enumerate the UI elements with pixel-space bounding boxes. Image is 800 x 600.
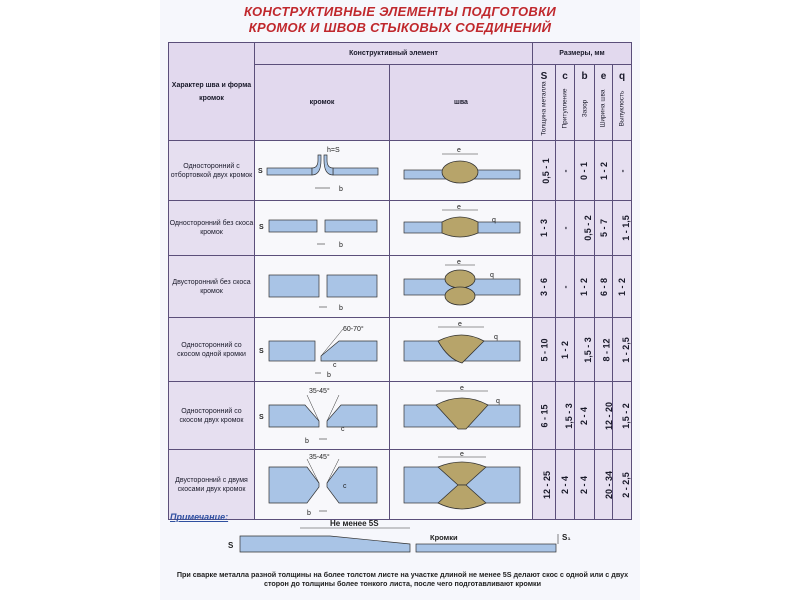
value-cell bbox=[556, 318, 575, 382]
value-e: 5 - 7 bbox=[599, 218, 610, 238]
edge-diagram bbox=[255, 201, 390, 256]
value-cell bbox=[556, 382, 575, 450]
dim-label: Толщина металла bbox=[540, 80, 548, 136]
value-b: 2 - 4 bbox=[579, 475, 590, 494]
row-label: Односторонний без скоса кромок bbox=[169, 201, 255, 256]
value-q: - bbox=[617, 169, 628, 172]
value-cell bbox=[533, 141, 556, 201]
seam-label: q bbox=[494, 333, 498, 341]
edge-diagram bbox=[255, 256, 390, 318]
row-label: Односторонний с отбортовкой двух кромок bbox=[169, 141, 255, 201]
header-sizes: Размеры, мм bbox=[533, 43, 632, 65]
value-b: 0 - 1 bbox=[579, 161, 590, 180]
edge-label: b bbox=[339, 304, 343, 312]
value-e: 6 - 8 bbox=[599, 277, 610, 296]
seam-diagram bbox=[390, 141, 533, 201]
edge-label: S bbox=[259, 347, 264, 355]
value-cell bbox=[595, 450, 613, 520]
note-label-s1: S₁ bbox=[562, 533, 571, 542]
note-label-edges: Кромки bbox=[430, 533, 458, 542]
value-cell bbox=[533, 450, 556, 520]
edge-label: b bbox=[339, 241, 343, 249]
value-cell bbox=[613, 141, 632, 201]
edge-label: b bbox=[339, 185, 343, 193]
dim-label: Притупление bbox=[561, 88, 569, 128]
value-cell bbox=[556, 450, 575, 520]
note-label-s: S bbox=[228, 541, 234, 550]
note-title: Примечание: bbox=[170, 512, 229, 522]
value-q: 1 - 1,5 bbox=[620, 215, 631, 241]
value-c: - bbox=[560, 226, 570, 230]
title-line-1: КОНСТРУКТИВНЫЕ ЭЛЕМЕНТЫ ПОДГОТОВКИ bbox=[243, 4, 557, 19]
seam-label: e bbox=[457, 146, 461, 154]
table-row bbox=[169, 201, 632, 256]
value-s: 6 - 15 bbox=[539, 403, 550, 428]
edge-diagram bbox=[255, 450, 390, 520]
value-b: 2 - 4 bbox=[579, 406, 590, 425]
value-s: 0,5 - 1 bbox=[540, 157, 551, 184]
dim-header-s bbox=[533, 65, 556, 141]
value-b: 1 - 2 bbox=[579, 277, 590, 296]
value-q: 1 - 2,5 bbox=[620, 336, 631, 363]
seam-label: q bbox=[496, 397, 500, 405]
value-cell bbox=[613, 201, 632, 256]
value-b: 0,5 - 2 bbox=[582, 215, 593, 241]
seam-label: q bbox=[492, 216, 496, 224]
table-row bbox=[169, 450, 632, 520]
row-label: Двусторонний без скоса кромок bbox=[169, 256, 255, 318]
dim-header-e bbox=[595, 65, 613, 141]
value-cell bbox=[575, 141, 595, 201]
edge-label: b bbox=[327, 371, 331, 379]
header-structural: Конструктивный элемент bbox=[255, 43, 533, 65]
value-e: 12 - 20 bbox=[604, 401, 615, 430]
value-cell bbox=[533, 382, 556, 450]
poster bbox=[160, 0, 640, 600]
value-cell bbox=[575, 318, 595, 382]
value-cell bbox=[613, 382, 632, 450]
note-label-not-less: Не менее 5S bbox=[330, 519, 379, 528]
edge-diagram bbox=[255, 318, 390, 382]
value-q: 1 - 2 bbox=[617, 277, 628, 296]
seam-label: e bbox=[460, 384, 464, 392]
value-e: 8 - 12 bbox=[601, 337, 612, 362]
header-edges: кромок bbox=[255, 65, 390, 141]
value-cell bbox=[613, 318, 632, 382]
edge-label: 35-45° bbox=[309, 453, 330, 461]
edge-diagram bbox=[255, 141, 390, 201]
seam-diagram bbox=[390, 256, 533, 318]
note-text: При сварке металла разной толщины на более толстом листе на участке длиной не менее 5S делают скос с одной или с двух сторон до толщины более тонкого листа, после чего подготавливают кромки bbox=[176, 570, 629, 588]
value-cell bbox=[575, 201, 595, 256]
value-s: 1 - 3 bbox=[538, 218, 549, 238]
dim-symbol: e bbox=[600, 71, 607, 82]
table-row bbox=[169, 382, 632, 450]
value-cell bbox=[595, 318, 613, 382]
seam-diagram bbox=[390, 450, 533, 520]
edge-label: c bbox=[341, 425, 345, 433]
value-cell bbox=[595, 141, 613, 201]
seam-diagram bbox=[390, 382, 533, 450]
value-cell bbox=[595, 256, 613, 318]
value-e: 20 - 34 bbox=[604, 470, 615, 499]
edge-label: S bbox=[259, 223, 264, 231]
seam-label: e bbox=[457, 203, 461, 211]
dim-header-b bbox=[575, 65, 595, 141]
value-cell bbox=[533, 201, 556, 256]
value-b: 1,5 - 3 bbox=[582, 336, 593, 363]
welding-table bbox=[168, 42, 632, 520]
row-label: Двусторонний с двумя скосами двух кромок bbox=[169, 450, 255, 520]
value-c: 2 - 4 bbox=[560, 475, 571, 494]
value-cell bbox=[613, 256, 632, 318]
dim-label: Выпуклость bbox=[618, 90, 626, 126]
value-c: 1,5 - 3 bbox=[563, 402, 574, 429]
header-character: Характер шва и форма кромок bbox=[169, 43, 255, 141]
note-diagram bbox=[160, 509, 640, 570]
table-row bbox=[169, 256, 632, 318]
header-seam: шва bbox=[390, 65, 533, 141]
dim-label: Ширина шва bbox=[600, 88, 607, 128]
seam-label: e bbox=[460, 450, 464, 458]
value-c: 1 - 2 bbox=[560, 340, 571, 359]
value-cell bbox=[556, 201, 575, 256]
table-row bbox=[169, 141, 632, 201]
seam-label: q bbox=[490, 271, 494, 279]
value-cell bbox=[556, 141, 575, 201]
table-row bbox=[169, 318, 632, 382]
seam-label: e bbox=[458, 320, 462, 328]
value-cell bbox=[595, 201, 613, 256]
value-cell bbox=[575, 382, 595, 450]
edge-label: S bbox=[258, 167, 263, 175]
dim-symbol: b bbox=[581, 71, 588, 82]
value-cell bbox=[556, 256, 575, 318]
value-s: 5 - 10 bbox=[539, 337, 550, 362]
value-cell bbox=[575, 450, 595, 520]
row-label: Односторонний со скосом двух кромок bbox=[169, 382, 255, 450]
value-c: - bbox=[560, 285, 570, 288]
seam-diagram bbox=[390, 201, 533, 256]
edge-label: 60-70° bbox=[343, 325, 364, 333]
title-line-2: КРОМОК И ШВОВ СТЫКОВЫХ СОЕДИНЕНИЙ bbox=[248, 20, 552, 35]
value-cell bbox=[575, 256, 595, 318]
value-e: 1 - 2 bbox=[599, 161, 610, 180]
dim-label: Зазор bbox=[580, 99, 588, 117]
edge-label: h=S bbox=[327, 146, 340, 154]
dim-header-q bbox=[613, 65, 632, 141]
edge-label: b bbox=[307, 509, 311, 517]
row-label: Односторонний со скосом одной кромки bbox=[169, 318, 255, 382]
value-cell bbox=[595, 382, 613, 450]
value-q: 2 - 2,5 bbox=[620, 471, 631, 498]
value-q: 1,5 - 2 bbox=[620, 402, 631, 429]
value-c: - bbox=[560, 169, 570, 172]
edge-label: 35-45° bbox=[309, 387, 330, 395]
seam-diagram bbox=[390, 318, 533, 382]
edge-diagram bbox=[255, 382, 390, 450]
value-s: 3 - 6 bbox=[538, 277, 549, 296]
dim-symbol: q bbox=[618, 71, 626, 82]
seam-label: e bbox=[457, 258, 461, 266]
dim-header-c bbox=[556, 65, 575, 141]
edge-label: c bbox=[333, 361, 337, 369]
dim-symbol: S bbox=[540, 71, 548, 82]
value-s: 12 - 25 bbox=[542, 470, 553, 499]
edge-label: S bbox=[259, 413, 264, 421]
edge-label: c bbox=[343, 482, 347, 490]
dim-symbol: c bbox=[562, 71, 568, 82]
value-cell bbox=[533, 256, 556, 318]
value-cell bbox=[613, 450, 632, 520]
value-cell bbox=[533, 318, 556, 382]
edge-label: b bbox=[305, 437, 309, 445]
